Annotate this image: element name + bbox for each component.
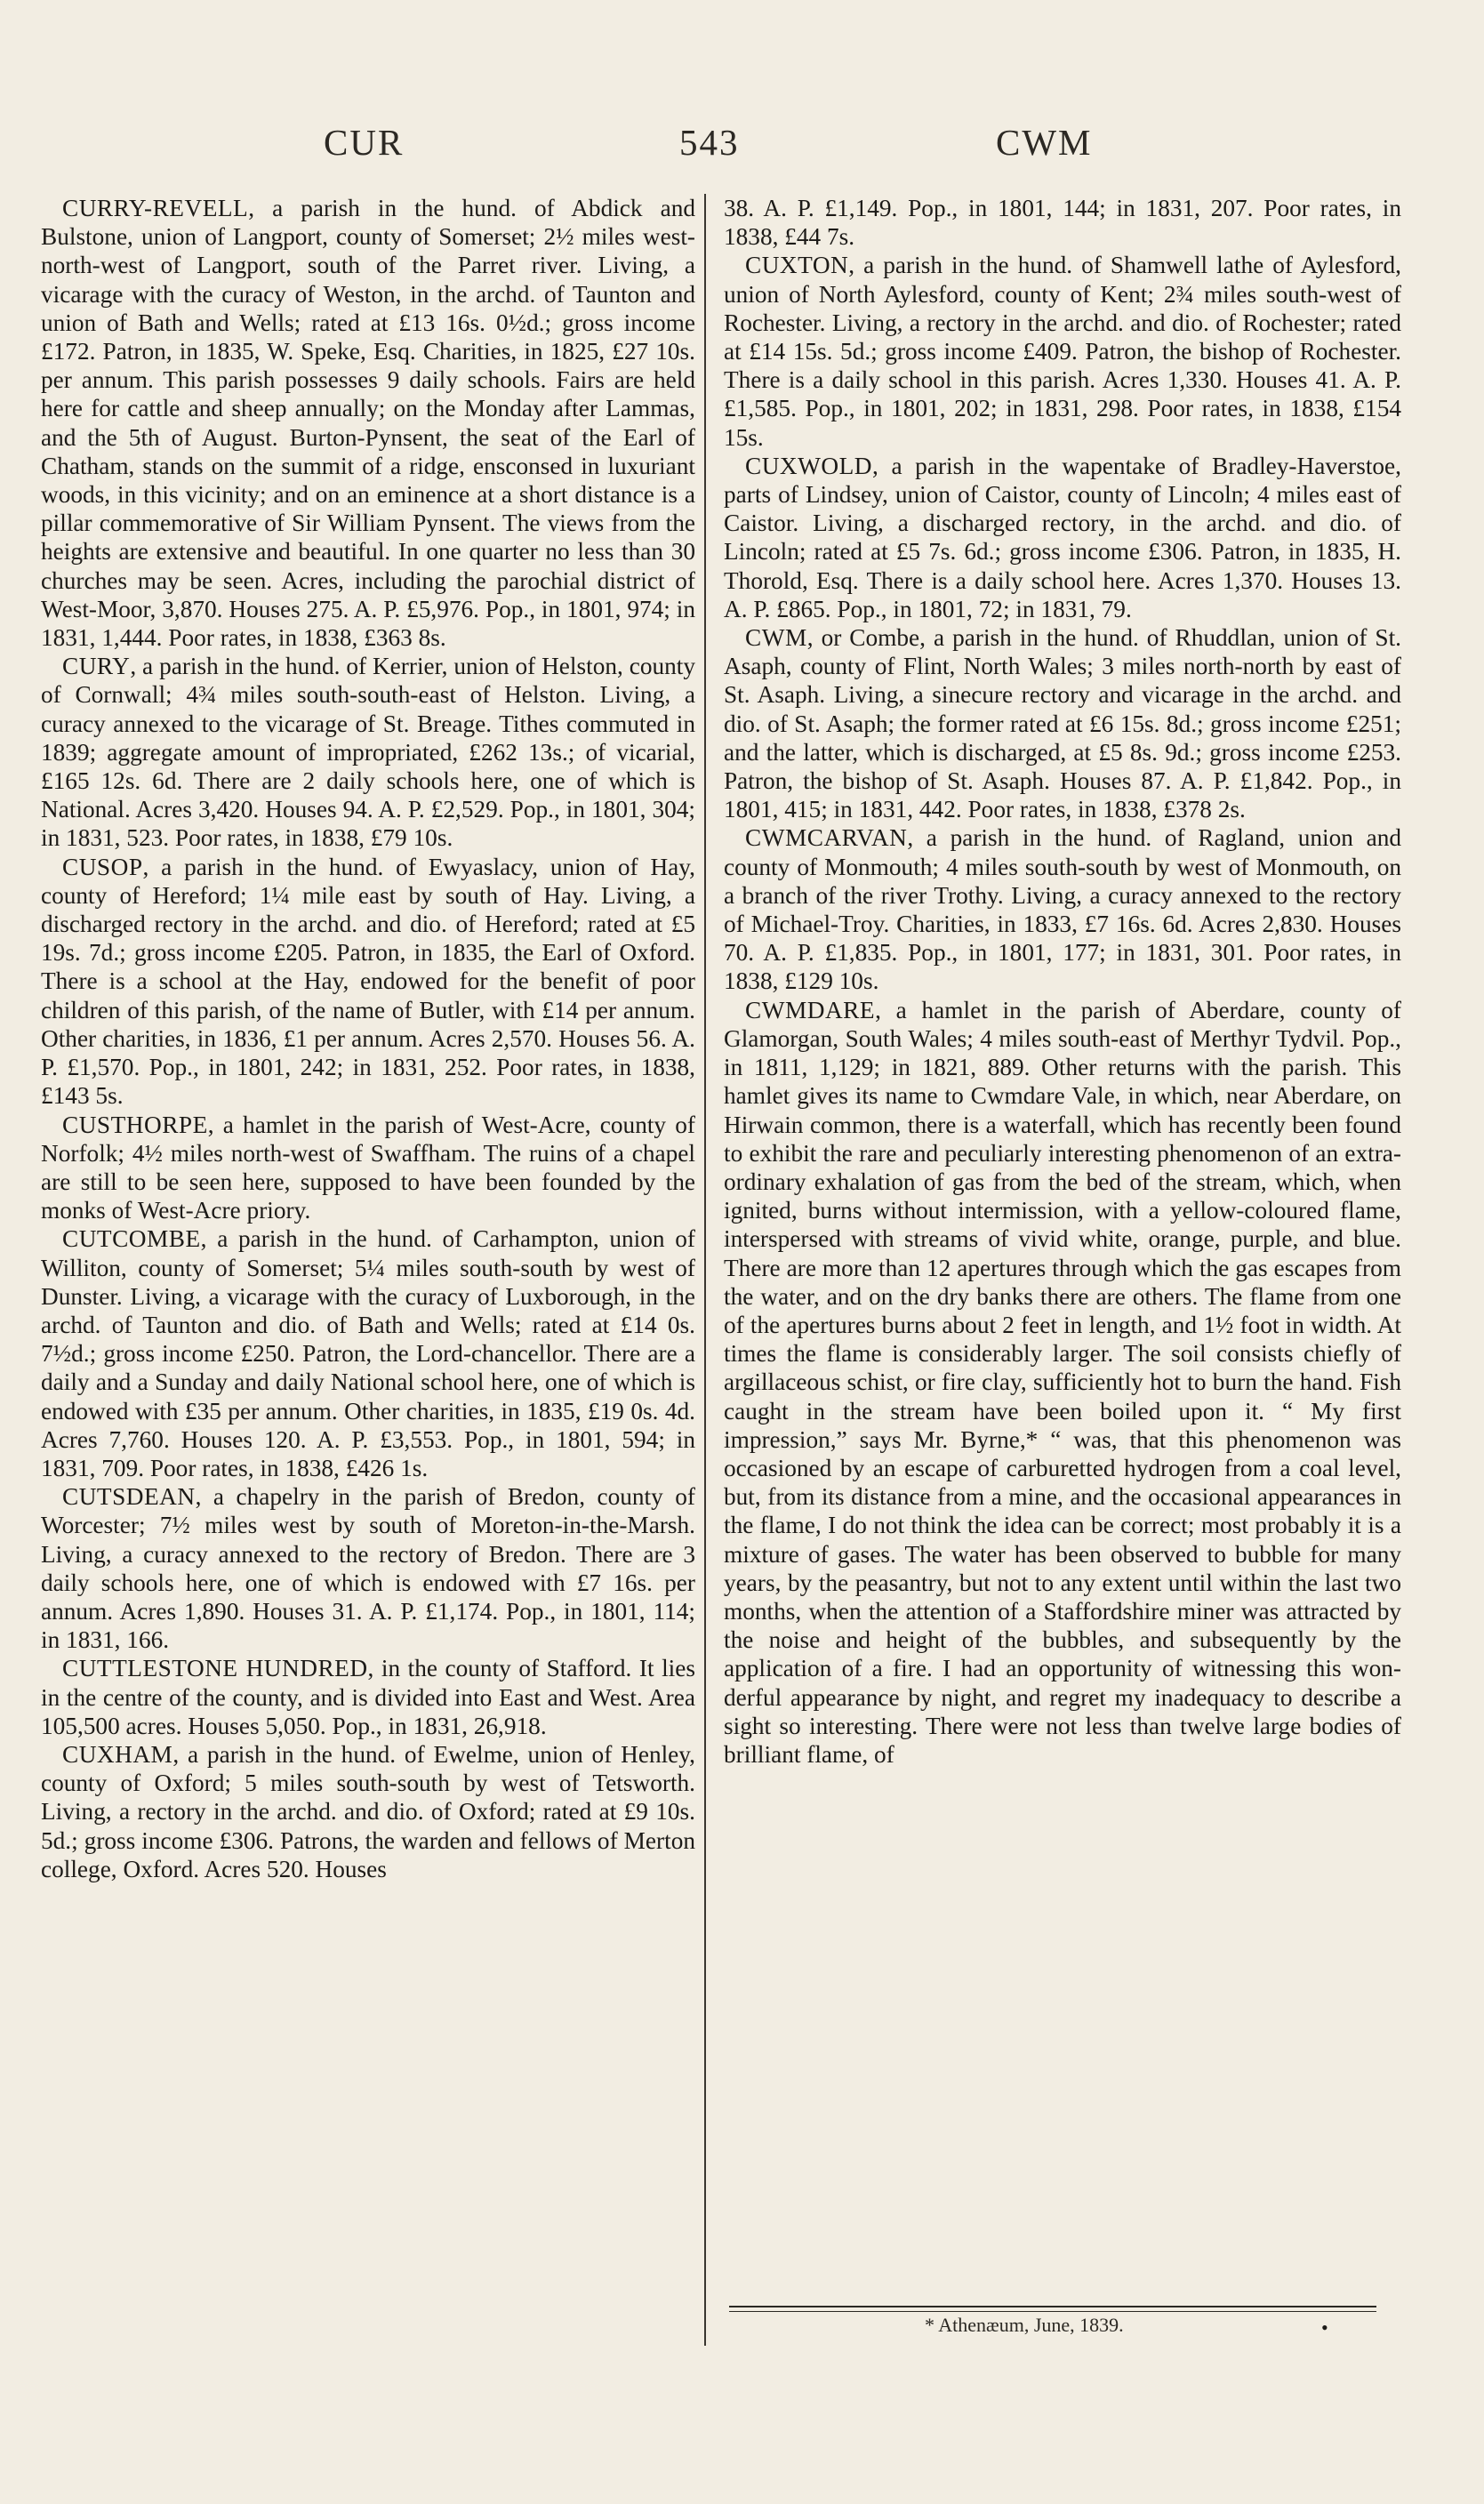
entry-text: , a hamlet in the parish of West-Acre, county of Norfolk; 4½ miles north-west of Swaffham. The ruins of a chapel are still to be seen here, supposed to have been founded by the monks of West-Acre priory.	[41, 1111, 695, 1224]
entry-text: , a chapelry in the parish of Bredon, county of Worcester; 7½ miles west by south of Moreton-in-the-Marsh. Living, a curacy annexed to the rectory of Bredon. There are 3 daily schools here, one of which is endowed with £7 16s. per annum. Acres 1,890. Houses 31. A. P. £1,174. Pop., in 1801, 114; in 1831, 166.	[41, 1483, 695, 1654]
entry	[41, 194, 695, 652]
entry-text: 38. A. P. £1,149. Pop., in 1801, 144; in 1831, 207. Poor rates, in 1838, £44 7s.	[724, 195, 1401, 251]
entry-headword: CURRY-REVELL	[62, 195, 249, 221]
entry-text: , a parish in the hund. of Carhampton, union of Williton, county of Somerset; 5¼ miles south-south by west of Dunster. Living, a vicarage with the curacy of Luxborough, in the archd. of Taunton and dio. of Bath and Wells; rated at £14 0s. 7½d.; gross income £250. Patron, the Lord-chancellor. There are a daily and a Sunday and daily National school here, one of which is endowed with £35 per annum. Other charities, in 1835, £19 0s. 4d. Acres 7,760. Houses 120. A. P. £3,553. Pop., in 1801, 594; in 1831, 709. Poor rates, in 1838, £426 1s.	[41, 1225, 695, 1481]
footnote-rule-thin	[729, 2311, 1376, 2312]
entry-headword: CURY	[62, 653, 131, 680]
entry-text: , a parish in the hund. of Ragland, union and county of Monmouth; 4 miles south-south by west of Monmouth, on a branch of the river Trothy. Living, a curacy annexed to the rectory of Michael-Troy. Charities, in 1833, £7 16s. 6d. Acres 2,830. Houses 70. A. P. £1,835. Pop., in 1801, 177; in 1831, 301. Poor rates, in 1838, £129 10s.	[724, 824, 1401, 995]
entry-headword: CUSOP	[62, 853, 143, 880]
entry	[41, 652, 695, 852]
entry	[41, 1111, 695, 1225]
page-number: 543	[679, 122, 740, 163]
running-head-right: CWM	[996, 122, 1093, 163]
running-head-left: CUR	[324, 122, 405, 163]
entry	[724, 251, 1401, 451]
entry-headword: CUSTHORPE	[62, 1111, 208, 1138]
entry-headword: CUXTON	[745, 252, 849, 279]
entry-text: , in the county of Stafford. It lies in the centre of the county, and is divided into East and West. Area 105,500 acres. Houses 5,050. Pop., in 1831, 26,918.	[41, 1655, 695, 1739]
entry-continuation	[724, 194, 1401, 251]
entry-text: , or Combe, a parish in the hund. of Rhuddlan, union of St. Asaph, county of Flint, North Wales; 3 miles north-north by east of St. Asaph. Living, a sinecure rectory and vicarage in the archd. and dio. of St. Asaph; the former rated at £6 15s. 8d.; gross income £251; and the latter, which is discharged, at £5 8s. 9d.; gross income £253. Patron, the bishop of St. Asaph. Houses 87. A. P. £1,842. Pop., in 1801, 415; in 1831, 442. Poor rates, in 1838, £378 2s.	[724, 624, 1401, 823]
entry-text: , a hamlet in the parish of Aberdare, county of Glamorgan, South Wales; 4 miles south-east of Merthyr Tydvil. Pop., in 1811, 1,129; in 1821, 889. Other returns with the parish. This hamlet gives its name to Cwmdare Vale, in which, near Aberdare, on Hirwain common, there is a waterfall, which has recently been found to exhibit the rare and peculiarly interesting phenomenon of an extraordinary exhalation of gas from the bed of the stream, which, when ignited, burns without intermission, with a yellow-coloured flame, interspersed with streams of vivid white, orange, purple, and blue. There are more than 12 apertures through which the gas escapes from the water, and on the dry banks there are others. The flame from one of the apertures burns about 2 feet in length, and 1½ foot in width. At times the flame is considerably larger. The soil consists chiefly of argillaceous schist, or fire clay, sufficiently hot to burn the hand. Fish caught in the stream have been boiled upon it. “ My first impression,” says Mr. Byrne,* “ was, that this phenomenon was occasioned by an escape of carburetted hydrogen from a coal level, but, from its distance from a mine, and the occasional appearances in the flame, I do not think the idea can be correct; most probably it is a mixture of gases. The water has been observed to bubble for many years, by the peasantry, but not to any extent until within the last two months, when the attention of a Staffordshire miner was attracted by the noise and height of the bubbles, and subsequently by the application of a fire. I had an opportunity of witnessing this wonderful appearance by night, and regret my inadequacy to describe a sight so interesting. There were not less than twelve large bodies of brilliant flame, of	[724, 996, 1401, 1768]
entry-headword: CUTSDEAN	[62, 1483, 196, 1511]
entry	[724, 623, 1401, 823]
entry	[41, 853, 695, 1111]
entry	[724, 823, 1401, 995]
footnote: * Athenæum, June, 1839.	[925, 2314, 1124, 2336]
entry	[724, 452, 1401, 623]
entry-text: , a parish in the hund. of Abdick and Bulstone, union of Langport, county of Somerset; 2½ miles west-north-west of Langport, south of the Parret river. Living, a vicarage with the curacy of Weston, in the archd. of Taunton and union of Bath and Wells; rated at £13 16s. 0½d.; gross income £172. Patron, in 1835, W. Speke, Esq. Charities, in 1825, £27 10s. per annum. This parish possesses 9 daily schools. Fairs are held here for cattle and sheep annually; on the Monday after Lammas, and the 5th of August. Burton-Pynsent, the seat of the Earl of Chatham, stands on the summit of a ridge, ensconsed in luxuriant woods, in this vicinity; and on an eminence at a short distance is a pillar commemorative of Sir William Pynsent. The views from the heights are extensive and beautiful. In one quarter no less than 30 churches may be seen. Acres, including the parochial district of West-Moor, 3,870. Houses 275. A. P. £5,976. Pop., in 1801, 974; in 1831, 1,444. Poor rates, in 1838, £363 8s.	[41, 195, 695, 652]
entry	[41, 1482, 695, 1654]
entry-headword: CUXWOLD	[745, 452, 872, 479]
entry	[724, 996, 1401, 1769]
entry-text: , a parish in the wapentake of Bradley-Haverstoe, parts of Lindsey, union of Caistor, county of Lincoln; 4 miles east of Caistor. Living, a discharged rectory, in the archd. and dio. of Lincoln; rated at £5 7s. 6d.; gross income £306. Patron, in 1835, H. Thorold, Esq. There is a daily school here. Acres 1,370. Houses 13. A. P. £865. Pop., in 1801, 72; in 1831, 79.	[724, 452, 1401, 622]
entry	[41, 1740, 695, 1883]
entry-headword: CWMCARVAN	[745, 824, 908, 852]
footnote-mark: •	[1321, 2316, 1328, 2339]
entry	[41, 1654, 695, 1740]
right-column	[724, 194, 1401, 1954]
entry-text: , a parish in the hund. of Kerrier, union of Helston, county of Cornwall; 4¾ miles south-south-east of Helston. Living, a curacy annexed to the vicarage of St. Breage. Tithes commuted in 1839; aggregate amount of impropriated, £262 13s.; of vicarial, £165 12s. 6d. There are 2 daily schools here, one of which is National. Acres 3,420. Houses 94. A. P. £2,529. Pop., in 1801, 304; in 1831, 523. Poor rates, in 1838, £79 10s.	[41, 653, 695, 852]
entry-headword: CWM	[745, 624, 807, 652]
entry	[41, 1224, 695, 1482]
entry-text: , a parish in the hund. of Ewelme, union of Henley, county of Oxford; 5 miles south-south by west of Tetsworth. Living, a rectory in the archd. and dio. of Oxford; rated at £9 10s. 5d.; gross income £306. Patrons, the warden and fellows of Merton college, Oxford. Acres 520. Houses	[41, 1740, 695, 1882]
entry-headword: CUTCOMBE	[62, 1225, 201, 1253]
left-column	[41, 194, 706, 2346]
entry-headword: CUXHAM	[62, 1740, 173, 1768]
entry-text: , a parish in the hund. of Shamwell lathe of Aylesford, union of North Aylesford, county of Kent; 2¾ miles south-west of Rochester. Living, a rectory in the archd. and dio. of Rochester; rated at £14 15s. 5d.; gross income £409. Patron, the bishop of Rochester. There is a daily school in this parish. Acres 1,330. Houses 41. A. P. £1,585. Pop., in 1801, 202; in 1831, 298. Poor rates, in 1838, £154 15s.	[724, 252, 1401, 451]
footnote-rule	[729, 2306, 1376, 2307]
entry-headword: CWMDARE	[745, 996, 876, 1023]
entry-text: , a parish in the hund. of Ewyaslacy, union of Hay, county of Hereford; 1¼ mile east by south of Hay. Living, a discharged rectory in the archd. and dio. of Hereford; rated at £5 19s. 7d.; gross income £205. Patron, in 1835, the Earl of Oxford. There is a school at the Hay, endowed for the benefit of poor children of this parish, of the name of Butler, with £14 per annum. Other charities, in 1836, £1 per annum. Acres 2,570. Houses 56. A. P. £1,570. Pop., in 1801, 242; in 1831, 252. Poor rates, in 1838, £143 5s.	[41, 853, 695, 1110]
entry-headword: CUTTLESTONE HUNDRED	[62, 1655, 368, 1682]
